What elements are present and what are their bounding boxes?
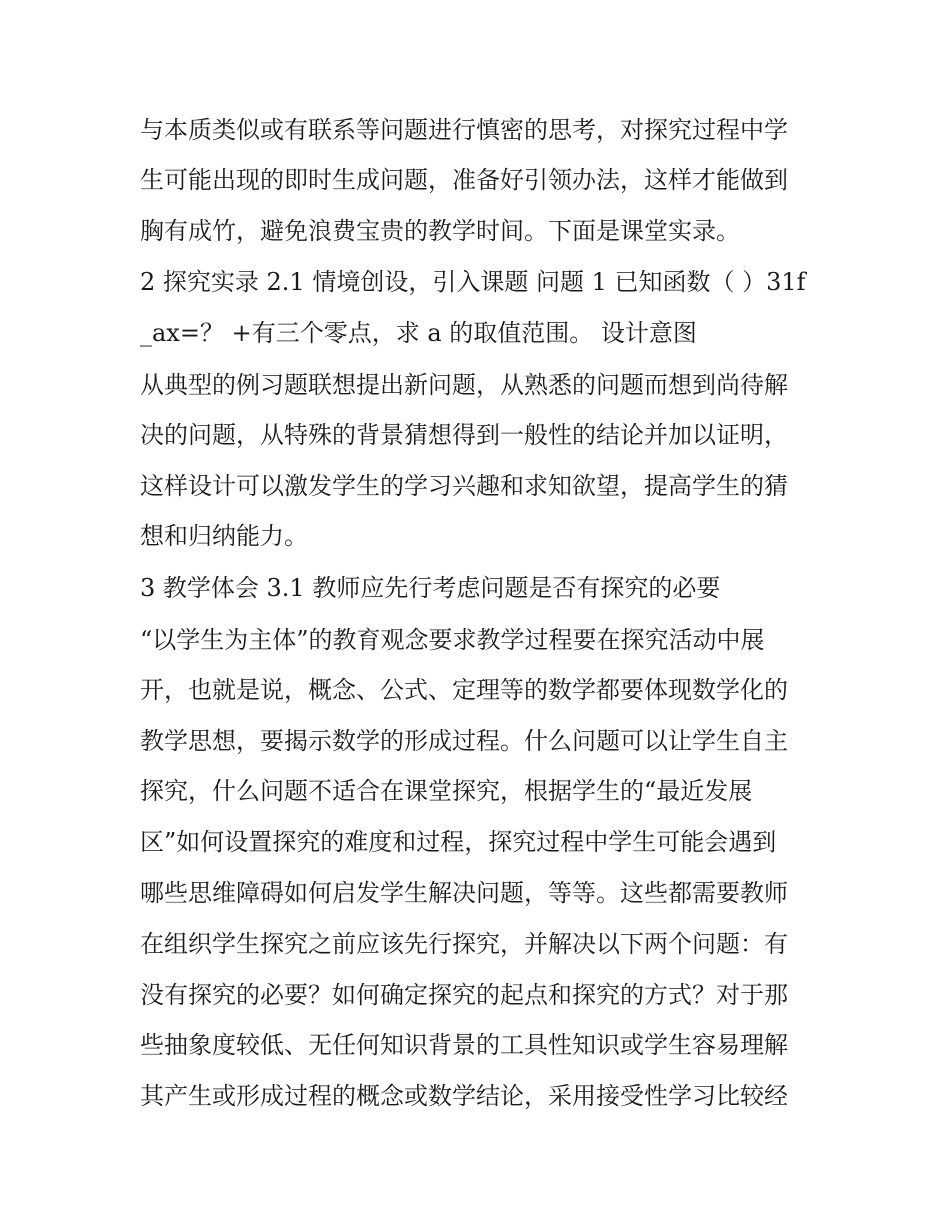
text-line: 胸有成竹，避免浪费宝贵的教学时间。下面是课堂实录。 (140, 217, 740, 245)
text-line: “以学生为主体”的教育观念要求教学过程要在探究活动中展 (140, 626, 765, 654)
text-line: 些抽象度较低、无任何知识背景的工具性知识或学生容易理解 (140, 1031, 788, 1059)
text-line: _ax=？ +有三个零点，求 a 的取值范围。 设计意图 (140, 319, 697, 347)
text-line: 哪些思维障碍如何启发学生解决问题，等等。这些都需要教师 (140, 879, 788, 907)
text-line: 区”如何设置探究的难度和过程，探究过程中学生可能会遇到 (140, 828, 777, 856)
text-line: 决的问题，从特殊的背景猜想得到一般性的结论并加以证明， (140, 421, 788, 449)
text-line: 想和归纳能力。 (140, 522, 308, 550)
text-line: 没有探究的必要？如何确定探究的起点和探究的方式？对于那 (140, 981, 788, 1009)
text-line: 这样设计可以激发学生的学习兴趣和求知欲望，提高学生的猜 (140, 472, 788, 500)
text-line: 开，也就是说，概念、公式、定理等的数学都要体现数学化的 (140, 676, 788, 704)
text-line: 在组织学生探究之前应该先行探究，并解决以下两个问题：有 (140, 930, 788, 958)
text-line: 2 探究实录 2.1 情境创设，引入课题 问题 1 已知函数（ ）31f (140, 268, 806, 296)
text-line: 探究，什么问题不适合在课堂探究，根据学生的“最近发展 (140, 777, 753, 805)
text-line: 教学思想，要揭示数学的形成过程。什么问题可以让学生自主 (140, 727, 788, 755)
text-line: 3 教学体会 3.1 教师应先行考虑问题是否有探究的必要 (140, 574, 721, 602)
text-line: 从典型的例习题联想提出新问题，从熟悉的问题而想到尚待解 (140, 371, 788, 399)
text-line: 其产生或形成过程的概念或数学结论，采用接受性学习比较经 (140, 1082, 788, 1110)
text-line: 生可能出现的即时生成问题，准备好引领办法，这样才能做到 (140, 166, 788, 194)
text-line: 与本质类似或有联系等问题进行慎密的思考，对探究过程中学 (140, 116, 788, 144)
